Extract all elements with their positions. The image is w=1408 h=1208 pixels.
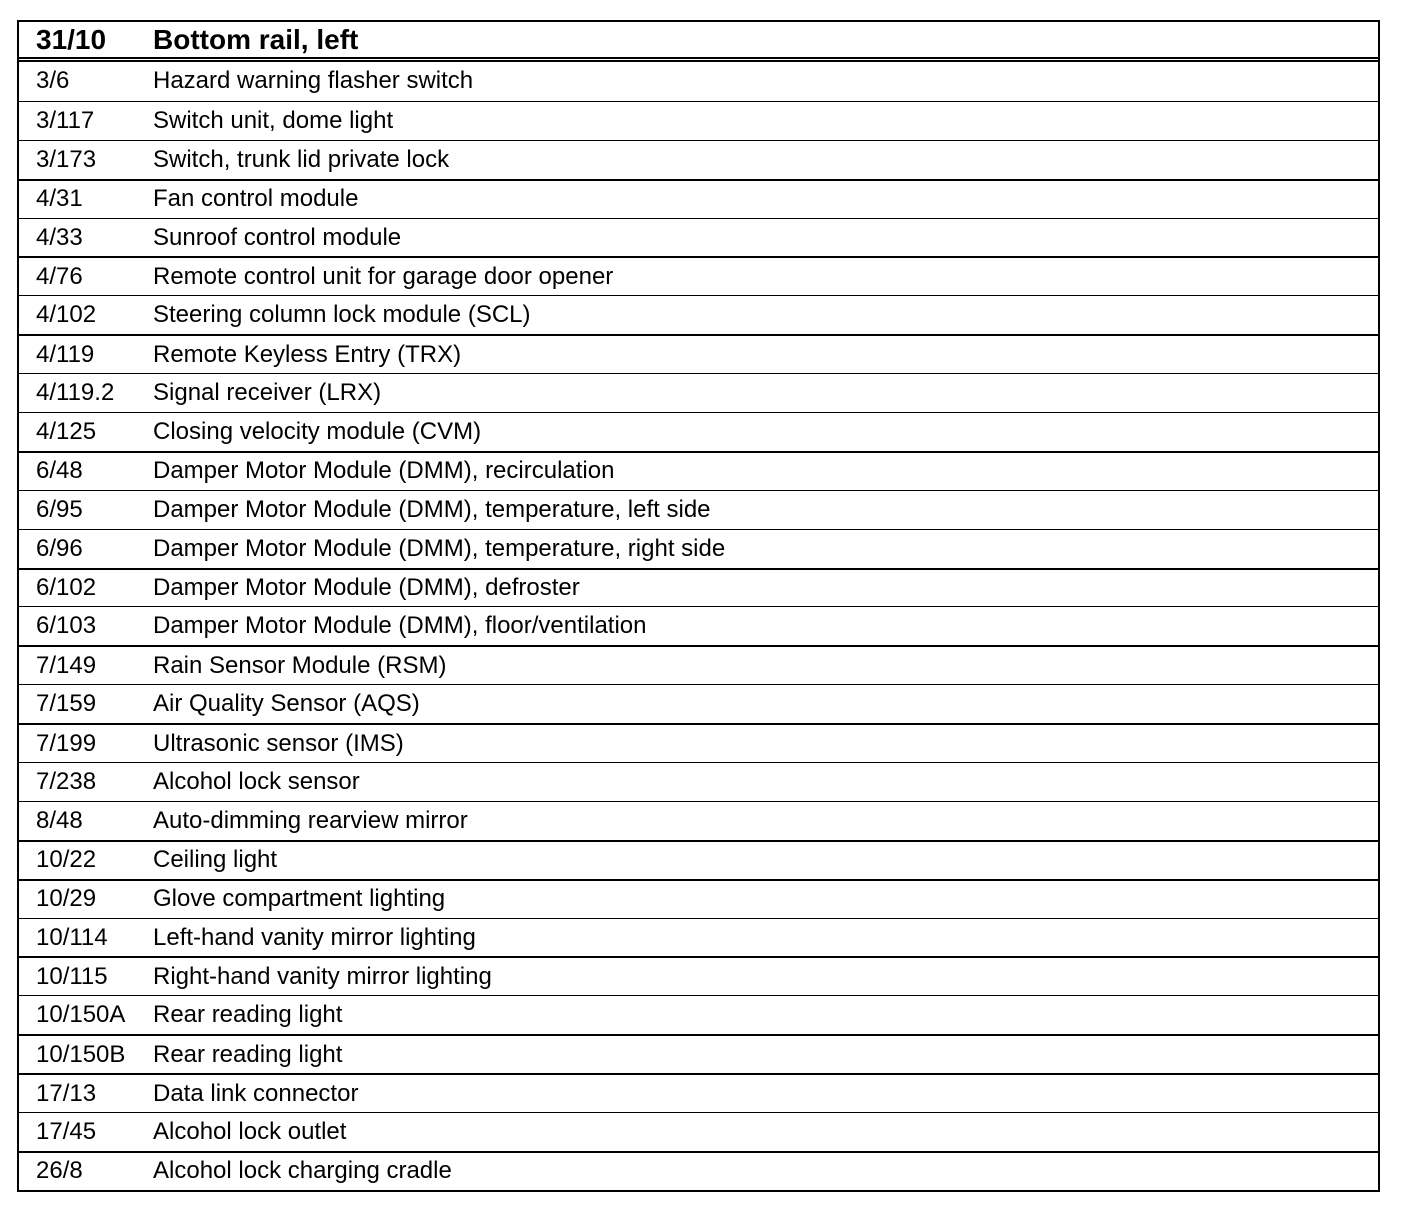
component-description: Switch, trunk lid private lock	[153, 145, 450, 173]
component-description: Remote control unit for garage door opener	[153, 262, 614, 290]
component-code: 8/48	[36, 806, 83, 834]
component-description: Ceiling light	[153, 846, 278, 874]
component-code: 4/125	[36, 417, 97, 445]
table-row	[19, 490, 1378, 529]
component-code: 4/119.2	[36, 379, 115, 407]
component-code: 10/29	[36, 885, 97, 913]
component-code: 10/150A	[36, 1001, 126, 1029]
component-table	[17, 20, 1380, 1192]
component-description: Damper Motor Module (DMM), defroster	[153, 574, 580, 602]
component-description: Rear reading light	[153, 1001, 343, 1029]
component-description: Ultrasonic sensor (IMS)	[153, 729, 404, 757]
table-row	[19, 723, 1378, 762]
table-row	[19, 295, 1378, 334]
table-row	[19, 995, 1378, 1034]
component-description: Damper Motor Module (DMM), temperature, right side	[153, 534, 726, 562]
component-code: 10/150B	[36, 1040, 126, 1068]
component-description: Glove compartment lighting	[153, 885, 446, 913]
component-description: Hazard warning flasher switch	[153, 67, 474, 95]
table-row	[19, 451, 1378, 490]
component-code: 3/117	[36, 106, 95, 134]
header-code: 31/10	[36, 23, 107, 55]
component-code: 3/6	[36, 67, 70, 95]
table-row	[19, 101, 1378, 140]
component-description: Switch unit, dome light	[153, 106, 394, 134]
component-code: 6/103	[36, 612, 97, 640]
table-row	[19, 1151, 1378, 1190]
component-code: 7/149	[36, 651, 97, 679]
component-code: 26/8	[36, 1157, 83, 1185]
component-description: Data link connector	[153, 1079, 359, 1107]
component-description: Auto-dimming rearview mirror	[153, 806, 468, 834]
component-description: Alcohol lock sensor	[153, 767, 360, 795]
table-row	[19, 606, 1378, 645]
table-row	[19, 256, 1378, 295]
component-code: 7/159	[36, 690, 97, 718]
table-row	[19, 645, 1378, 684]
component-code: 17/13	[36, 1079, 97, 1107]
component-description: Closing velocity module (CVM)	[153, 417, 482, 445]
table-row	[19, 218, 1378, 257]
component-code: 4/33	[36, 223, 83, 251]
component-description: Left-hand vanity mirror lighting	[153, 923, 476, 951]
table-row	[19, 840, 1378, 879]
component-description: Fan control module	[153, 185, 359, 213]
component-code: 6/102	[36, 574, 97, 602]
component-description: Alcohol lock outlet	[153, 1117, 347, 1145]
table-row	[19, 568, 1378, 607]
component-code: 6/95	[36, 495, 83, 523]
header-title: Bottom rail, left	[153, 23, 359, 55]
component-code: 7/199	[36, 729, 97, 757]
table-row	[19, 1073, 1378, 1112]
component-description: Steering column lock module (SCL)	[153, 301, 531, 329]
table-row	[19, 956, 1378, 995]
table-row	[19, 762, 1378, 801]
component-description: Damper Motor Module (DMM), temperature, left side	[153, 495, 711, 523]
table-row	[19, 412, 1378, 451]
table-row	[19, 918, 1378, 957]
component-code: 6/96	[36, 534, 83, 562]
component-code: 4/119	[36, 340, 95, 368]
component-description: Damper Motor Module (DMM), recirculation	[153, 457, 615, 485]
component-description: Air Quality Sensor (AQS)	[153, 690, 420, 718]
component-description: Signal receiver (LRX)	[153, 379, 382, 407]
component-code: 10/22	[36, 846, 97, 874]
table-row	[19, 684, 1378, 723]
table-row	[19, 373, 1378, 412]
component-description: Rain Sensor Module (RSM)	[153, 651, 447, 679]
component-code: 4/31	[36, 185, 83, 213]
table-row	[19, 1034, 1378, 1073]
component-code: 10/114	[36, 923, 108, 951]
table-body	[19, 62, 1378, 1190]
component-code: 10/115	[36, 962, 108, 990]
table-row	[19, 529, 1378, 568]
table-row	[19, 140, 1378, 179]
component-code: 4/102	[36, 301, 97, 329]
table-row	[19, 879, 1378, 918]
component-code: 4/76	[36, 262, 83, 290]
table-row	[19, 179, 1378, 218]
component-description: Right-hand vanity mirror lighting	[153, 962, 492, 990]
component-code: 17/45	[36, 1117, 97, 1145]
component-code: 3/173	[36, 145, 97, 173]
component-code: 6/48	[36, 457, 83, 485]
component-description: Sunroof control module	[153, 223, 402, 251]
component-description: Alcohol lock charging cradle	[153, 1157, 452, 1185]
component-code: 7/238	[36, 767, 97, 795]
table-row	[19, 334, 1378, 373]
table-header	[19, 22, 1378, 62]
table-row	[19, 801, 1378, 840]
component-description: Rear reading light	[153, 1040, 343, 1068]
component-description: Damper Motor Module (DMM), floor/ventilation	[153, 612, 647, 640]
table-row	[19, 62, 1378, 101]
table-row	[19, 1112, 1378, 1151]
component-description: Remote Keyless Entry (TRX)	[153, 340, 462, 368]
